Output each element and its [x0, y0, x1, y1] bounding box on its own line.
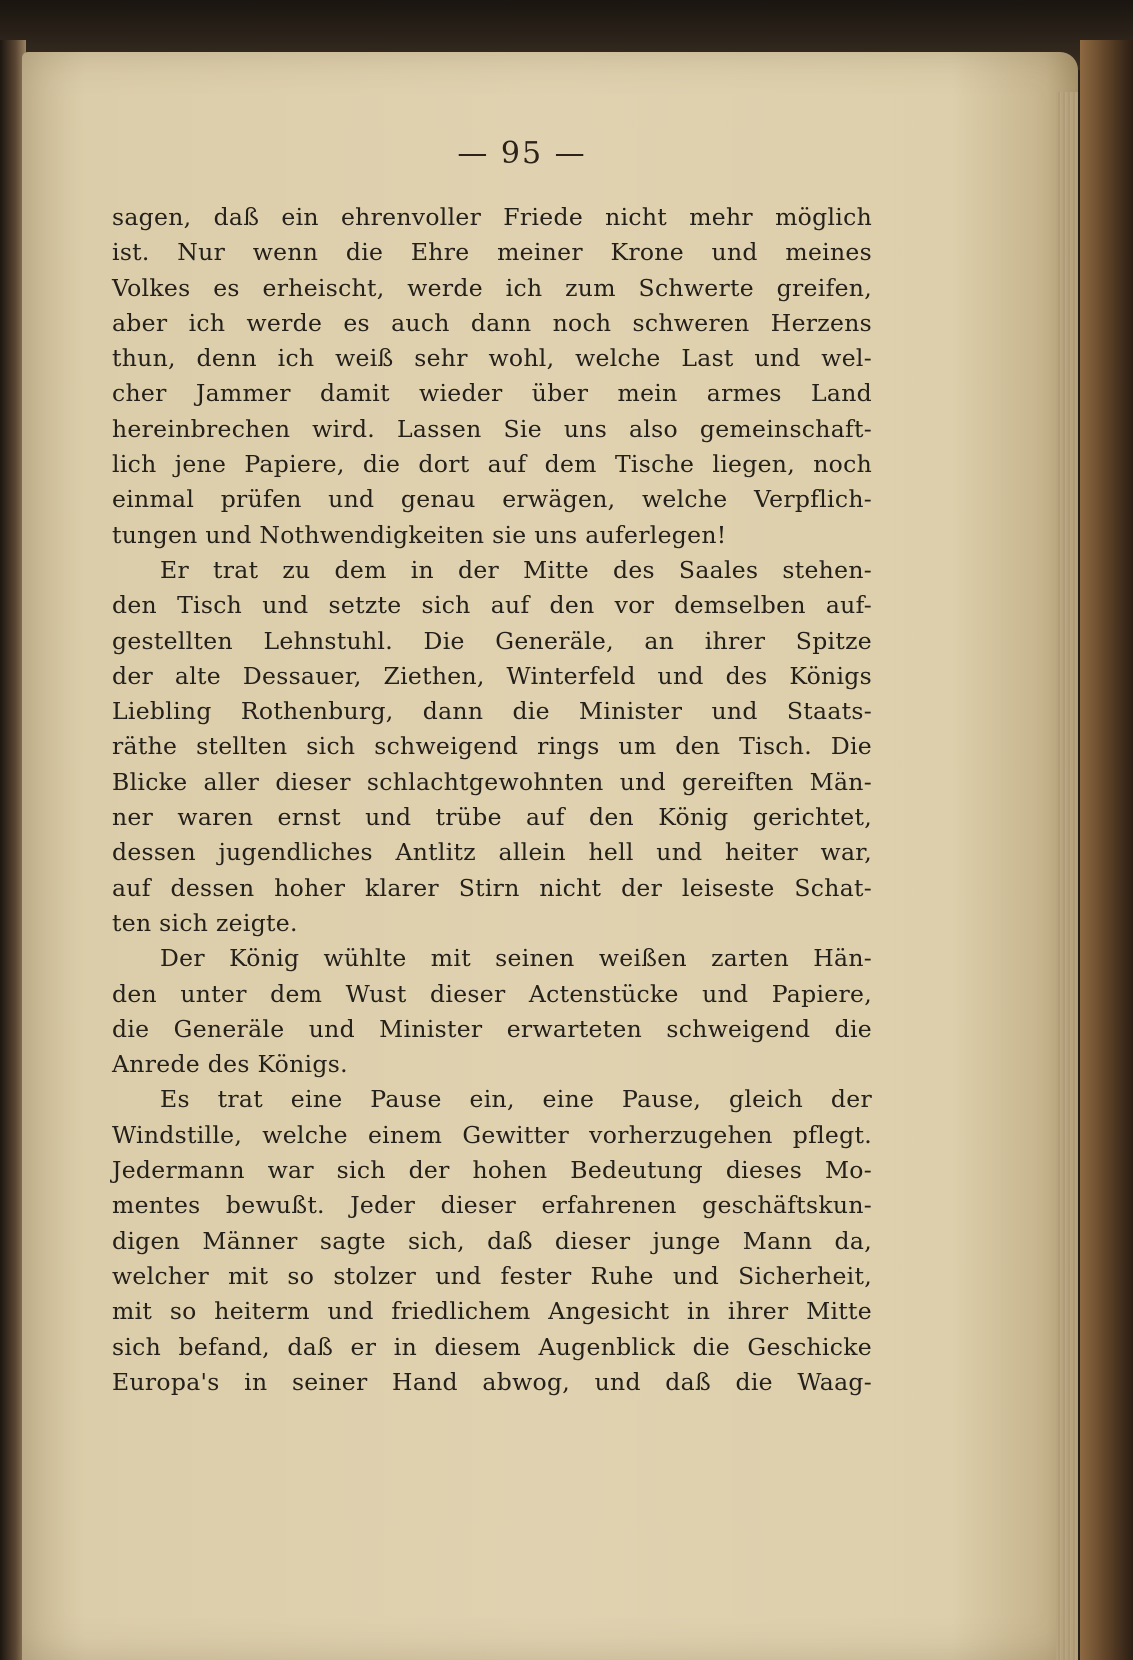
text-line: gestellten Lehnstuhl. Die Generäle, an ihrer Spitze — [112, 626, 872, 655]
text-line: sich befand, daß er in diesem Augenblick die Geschicke — [112, 1332, 872, 1361]
text-line: den Tisch und setzte sich auf den vor demselben auf- — [112, 591, 872, 620]
text-line: hereinbrechen wird. Lassen Sie uns also gemeinschaft- — [112, 414, 872, 443]
book-page — [22, 52, 1078, 1660]
text-line: tungen und Nothwendigkeiten sie uns auferlegen! — [112, 520, 727, 549]
text-line: Anrede des Königs. — [112, 1050, 348, 1079]
text-line: ist. Nur wenn die Ehre meiner Krone und meines — [112, 238, 872, 267]
text-line: Es trat eine Pause ein, eine Pause, gleich der — [160, 1085, 872, 1114]
text-line: die Generäle und Minister erwarteten schweigend die — [112, 1014, 872, 1043]
text-line: cher Jammer damit wieder über mein armes Land — [112, 379, 872, 408]
text-line: digen Männer sagte sich, daß dieser junge Mann da, — [112, 1226, 872, 1255]
text-line: Der König wühlte mit seinen weißen zarten Hän- — [160, 944, 872, 973]
text-line: räthe stellten sich schweigend rings um den Tisch. Die — [112, 732, 872, 761]
text-line: Blicke aller dieser schlachtgewohnten und gereiften Män- — [112, 767, 872, 796]
text-line: Windstille, welche einem Gewitter vorherzugehen pflegt. — [112, 1120, 872, 1149]
page-number: — 95 — — [457, 136, 587, 171]
body-text — [112, 200, 872, 1400]
book-cover-right — [1080, 40, 1133, 1660]
text-line: den unter dem Wust dieser Actenstücke und Papiere, — [112, 979, 872, 1008]
text-line: sagen, daß ein ehrenvoller Friede nicht mehr möglich — [112, 203, 872, 231]
text-line: welcher mit so stolzer und fester Ruhe und Sicherheit, — [112, 1261, 872, 1290]
text-line: Europa's in seiner Hand abwog, und daß die Waag- — [112, 1367, 872, 1396]
page-edge — [1056, 92, 1078, 1660]
text-line: dessen jugendliches Antlitz allein hell und heiter war, — [112, 838, 872, 867]
text-line: lich jene Papiere, die dort auf dem Tische liegen, noch — [112, 450, 872, 479]
text-line: Liebling Rothenburg, dann die Minister und Staats- — [112, 697, 872, 726]
text-line: auf dessen hoher klarer Stirn nicht der leiseste Schat- — [112, 873, 872, 902]
text-line: einmal prüfen und genau erwägen, welche Verpflich- — [112, 485, 872, 514]
text-line: Er trat zu dem in der Mitte des Saales stehen- — [160, 555, 872, 584]
text-line: thun, denn ich weiß sehr wohl, welche Last und wel- — [112, 344, 872, 373]
text-line: der alte Dessauer, Ziethen, Winterfeld und des Königs — [112, 661, 872, 690]
text-line: mit so heiterm und friedlichem Angesicht in ihrer Mitte — [112, 1297, 872, 1326]
text-line: ten sich zeigte. — [112, 908, 298, 937]
text-line: ner waren ernst und trübe auf den König gerichtet, — [112, 803, 872, 832]
text-line: Volkes es erheischt, werde ich zum Schwerte greifen, — [112, 273, 872, 302]
text-line: aber ich werde es auch dann noch schweren Herzens — [112, 308, 872, 337]
text-line: mentes bewußt. Jeder dieser erfahrenen geschäftskun- — [112, 1191, 872, 1220]
text-line: Jedermann war sich der hohen Bedeutung dieses Mo- — [112, 1156, 872, 1185]
